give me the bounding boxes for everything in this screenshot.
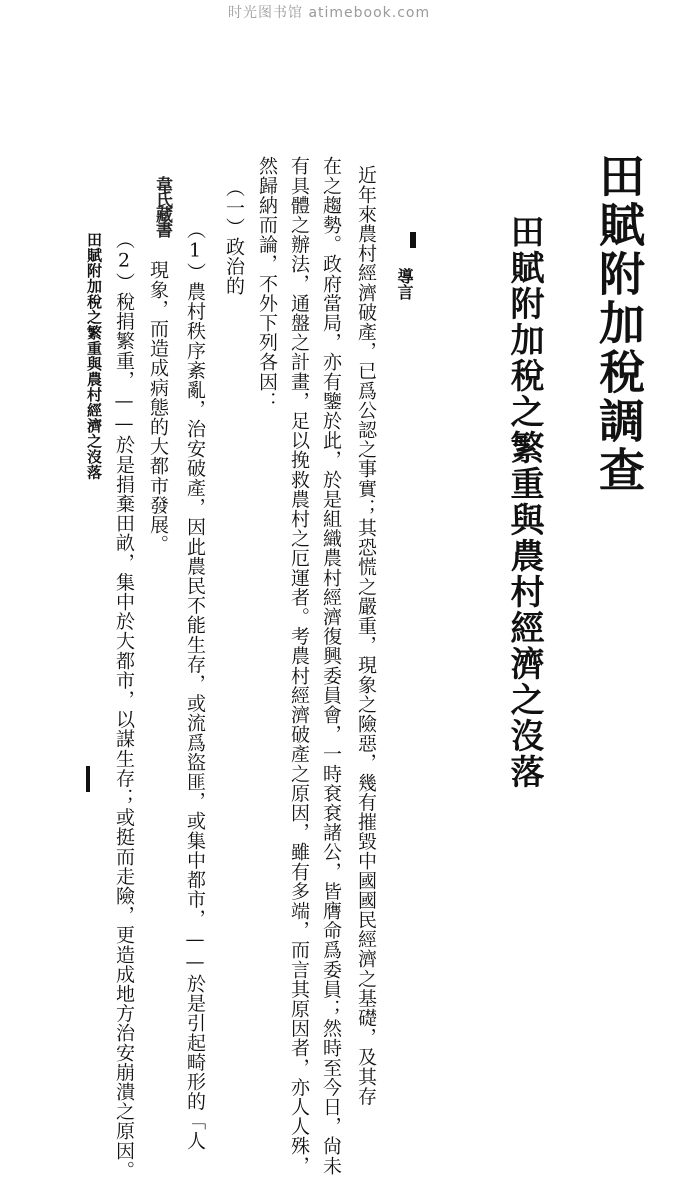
paragraph-column-1: 近年來農村經濟破產，已爲公認之事實；其恐慌之嚴重，現象之險惡，幾有摧毀中國國民經濟之基礎，及其存 (355, 165, 377, 1106)
point-2-text: （2）稅捐繁重，——於是捐棄田畝，集中於大都市，以謀生存；或挺而走險，更造成地方治安崩潰之原因。 (113, 230, 135, 1180)
paragraph-column-2: 在之趨勢。政府當局，亦有鑒於此，於是組織農村經濟復興委員會，一時袞袞諸公，皆膺命爲委員；然時至今日，尙未 (320, 156, 342, 1176)
point-1-heading: （一）政治的 (223, 178, 245, 296)
paragraph-column-3: 有具體之辦法，通盤之計畫，足以挽救農村之厄運者。考農村經濟破產之原因，雖有多端，而言其原因者，亦人人殊， (288, 156, 310, 1176)
paragraph-column-4: 然歸納而論，不外下列各因： (256, 156, 278, 411)
section-number-mark (410, 232, 416, 248)
chapter-title: 田賦附加稅之繁重與農村經濟之沒落 (504, 214, 544, 790)
section-heading: 導言 (395, 268, 414, 300)
ownership-stamp: 韋氏藏書 (152, 176, 172, 236)
running-title: 田賦附加稅之繁重與農村經濟之沒落 (85, 232, 103, 480)
point-1-text-b: 現象，而造成病態的大都市發展。 (147, 260, 169, 554)
watermark: 时光图书馆 atimebook.com (228, 5, 431, 21)
point-1-text-a: （1）農村秩序紊亂，治安破產，因此農民不能生存，或流爲盜匪，或集中都市，——於是引起畸形的「人 (184, 220, 206, 1151)
page-number (86, 766, 90, 792)
book-title: 田賦附加稅調查 (592, 152, 646, 495)
